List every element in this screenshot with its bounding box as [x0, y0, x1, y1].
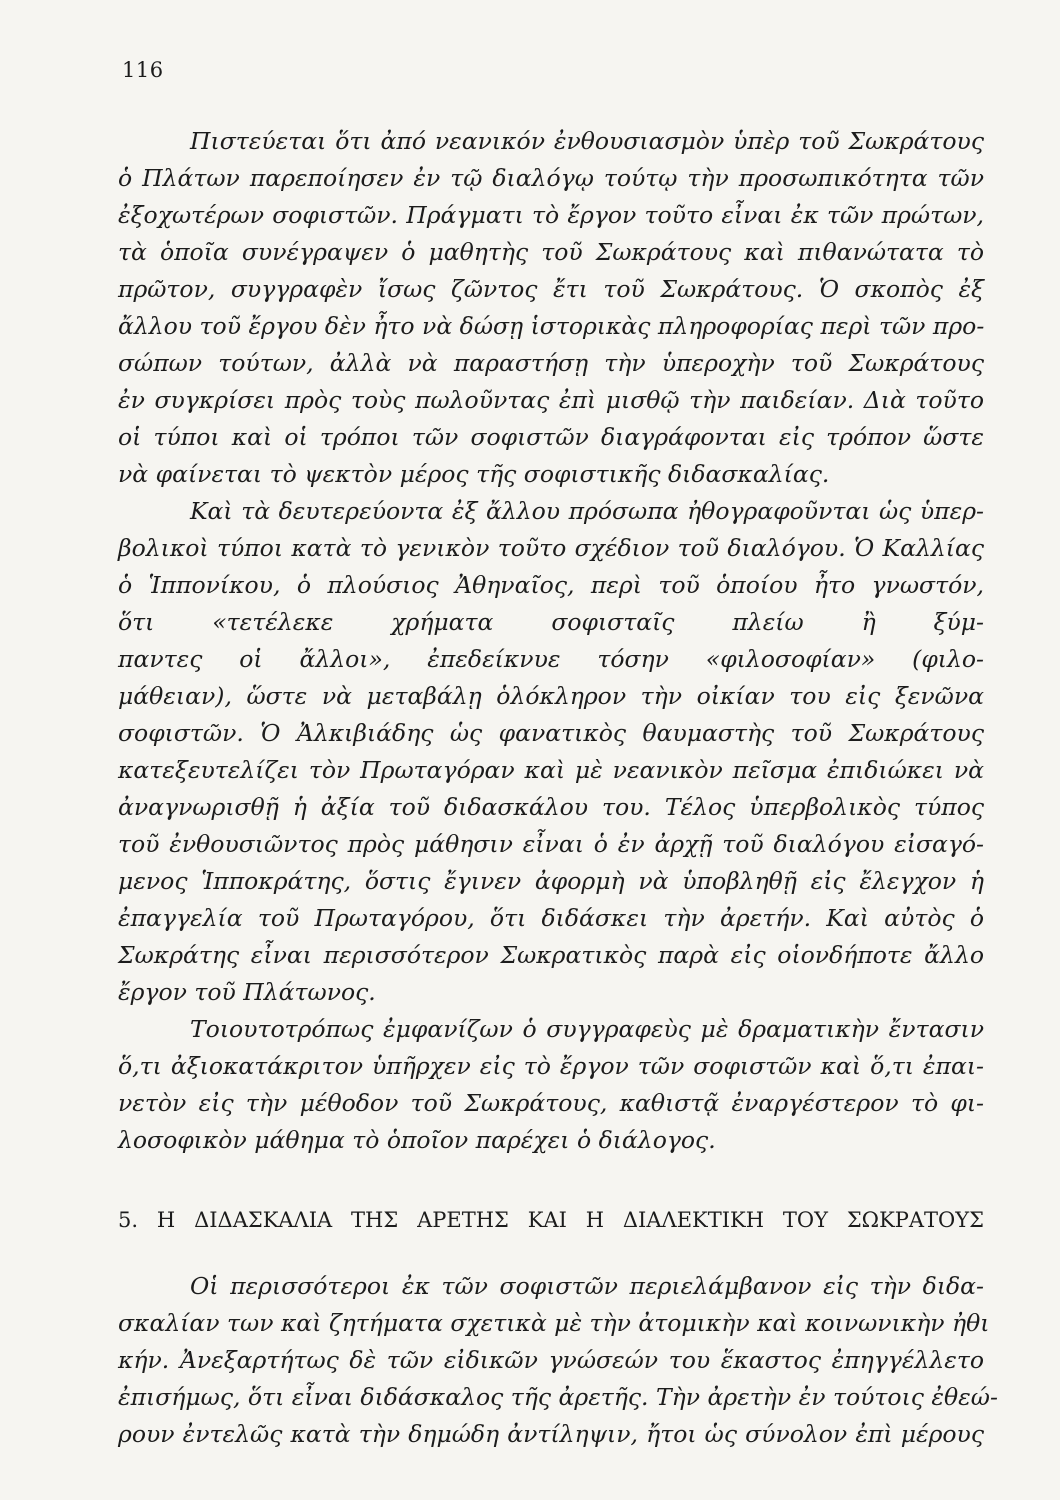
text-line: ἄλλου τοῦ ἔργου δὲν ἦτο νὰ δώσῃ ἱστορικὰς πληροφορίας περὶ τῶν προ-	[118, 312, 985, 340]
text-line: ρουν ἐντελῶς κατὰ τὴν δημώδη ἀντίληψιν, ἤτοι ὡς σύνολον ἐπὶ μέρους	[118, 1420, 984, 1448]
text-line: κήν. Ἀνεξαρτήτως δὲ τῶν εἰδικῶν γνώσεών του ἕκαστος ἐπηγγέλλετο	[118, 1346, 984, 1374]
text-line: ἐπαγγελία τοῦ Πρωταγόρου, ὅτι διδάσκει τὴν ἀρετήν. Καὶ αὐτὸς ὁ	[118, 904, 984, 932]
text-line: μενος Ἱπποκράτης, ὅστις ἔγινεν ἀφορμὴ νὰ ὑποβληθῇ εἰς ἔλεγχον ἡ	[118, 867, 984, 895]
text-line: ἐπισήμως, ὅτι εἶναι διδάσκαλος τῆς ἀρετῆς. Τὴν ἀρετὴν ἐν τούτοις ἐθεώ-	[118, 1383, 998, 1411]
text-line: παντες οἱ ἄλλοι», ἐπεδείκνυε τόσην «φιλοσοφίαν» (φιλο-	[118, 645, 984, 673]
text-line: ἀναγνωρισθῇ ἡ ἀξία τοῦ διδασκάλου του. Τέλος ὑπερβολικὸς τύπος	[118, 793, 984, 821]
text-line: ἐν συγκρίσει πρὸς τοὺς πωλοῦντας ἐπὶ μισθῷ τὴν παιδείαν. Διὰ τοῦτο	[118, 386, 984, 414]
text-line: Καὶ τὰ δευτερεύοντα ἐξ ἄλλου πρόσωπα ἠθογραφοῦνται ὡς ὑπερ-	[190, 497, 984, 525]
text-line: Πιστεύεται ὅτι ἀπό νεανικόν ἐνθουσιασμὸν ὑπὲρ τοῦ Σωκράτους	[190, 127, 984, 155]
text-line: Οἱ περισσότεροι ἐκ τῶν σοφιστῶν περιελάμβανον εἰς τὴν διδα-	[190, 1272, 984, 1300]
text-line: νετὸν εἰς τὴν μέθοδον τοῦ Σωκράτους, καθιστᾷ ἐναργέστερον τὸ φι-	[118, 1089, 984, 1117]
section-heading: 5. Η ΔΙΔΑΣΚΑΛΙΑ ΤΗΣ ΑΡΕΤΗΣ ΚΑΙ Η ΔΙΑΛΕΚΤΙΚΗ ΤΟΥ ΣΩΚΡΑΤΟΥΣ	[118, 1208, 984, 1232]
text-line: Σωκράτης εἶναι περισσότερον Σωκρατικὸς παρὰ εἰς οἱονδήποτε ἄλλο	[118, 941, 984, 969]
page-number: 116	[122, 58, 164, 82]
text-line: Τοιουτοτρόπως ἐμφανίζων ὁ συγγραφεὺς μὲ δραματικὴν ἔντασιν	[190, 1015, 984, 1043]
text-line: σοφιστῶν. Ὁ Ἀλκιβιάδης ὡς φανατικὸς θαυμαστὴς τοῦ Σωκράτους	[118, 719, 984, 747]
text-line: οἱ τύποι καὶ οἱ τρόποι τῶν σοφιστῶν διαγράφονται εἰς τρόπον ὥστε	[118, 423, 984, 451]
text-line: νὰ φαίνεται τὸ ψεκτὸν μέρος τῆς σοφιστικῆς διδασκαλίας.	[118, 460, 830, 488]
text-line: λοσοφικὸν μάθημα τὸ ὁποῖον παρέχει ὁ διάλογος.	[118, 1126, 716, 1154]
text-line: ὅ,τι ἀξιοκατάκριτον ὑπῆρχεν εἰς τὸ ἔργον τῶν σοφιστῶν καὶ ὅ,τι ἐπαι-	[118, 1052, 984, 1080]
text-line: σώπων τούτων, ἀλλὰ νὰ παραστήσῃ τὴν ὑπεροχὴν τοῦ Σωκράτους	[118, 349, 984, 377]
text-line: τοῦ ἐνθουσιῶντος πρὸς μάθησιν εἶναι ὁ ἐν ἀρχῇ τοῦ διαλόγου εἰσαγό-	[118, 830, 984, 858]
text-line: ὅτι «τετέλεκε χρήματα σοφισταῖς πλείω ἢ ξύμ-	[118, 608, 984, 636]
text-line: ἔργον τοῦ Πλάτωνος.	[118, 978, 376, 1006]
text-line: κατεξευτελίζει τὸν Πρωταγόραν καὶ μὲ νεανικὸν πεῖσμα ἐπιδιώκει νὰ	[118, 756, 984, 784]
text-line: ὁ Πλάτων παρεποίησεν ἐν τῷ διαλόγῳ τούτῳ τὴν προσωπικότητα τῶν	[118, 164, 984, 192]
text-line: ἐξοχωτέρων σοφιστῶν. Πράγματι τὸ ἔργον τοῦτο εἶναι ἐκ τῶν πρώτων,	[118, 201, 984, 229]
text-line: σκαλίαν των καὶ ζητήματα σχετικὰ μὲ τὴν ἀτομικὴν καὶ κοινωνικὴν ἠθι	[118, 1309, 990, 1337]
text-line: βολικοὶ τύποι κατὰ τὸ γενικὸν τοῦτο σχέδιον τοῦ διαλόγου. Ὁ Καλλίας	[118, 534, 984, 562]
text-line: ὁ Ἱππονίκου, ὁ πλούσιος Ἀθηναῖος, περὶ τοῦ ὁποίου ἦτο γνωστόν,	[118, 571, 984, 599]
text-line: πρῶτον, συγγραφὲν ἴσως ζῶντος ἔτι τοῦ Σωκράτους. Ὁ σκοπὸς ἐξ	[118, 275, 984, 303]
text-line: τὰ ὁποῖα συνέγραψεν ὁ μαθητὴς τοῦ Σωκράτους καὶ πιθανώτατα τὸ	[118, 238, 984, 266]
text-line: μάθειαν), ὥστε νὰ μεταβάλῃ ὁλόκληρον τὴν οἰκίαν του εἰς ξενῶνα	[118, 682, 984, 710]
